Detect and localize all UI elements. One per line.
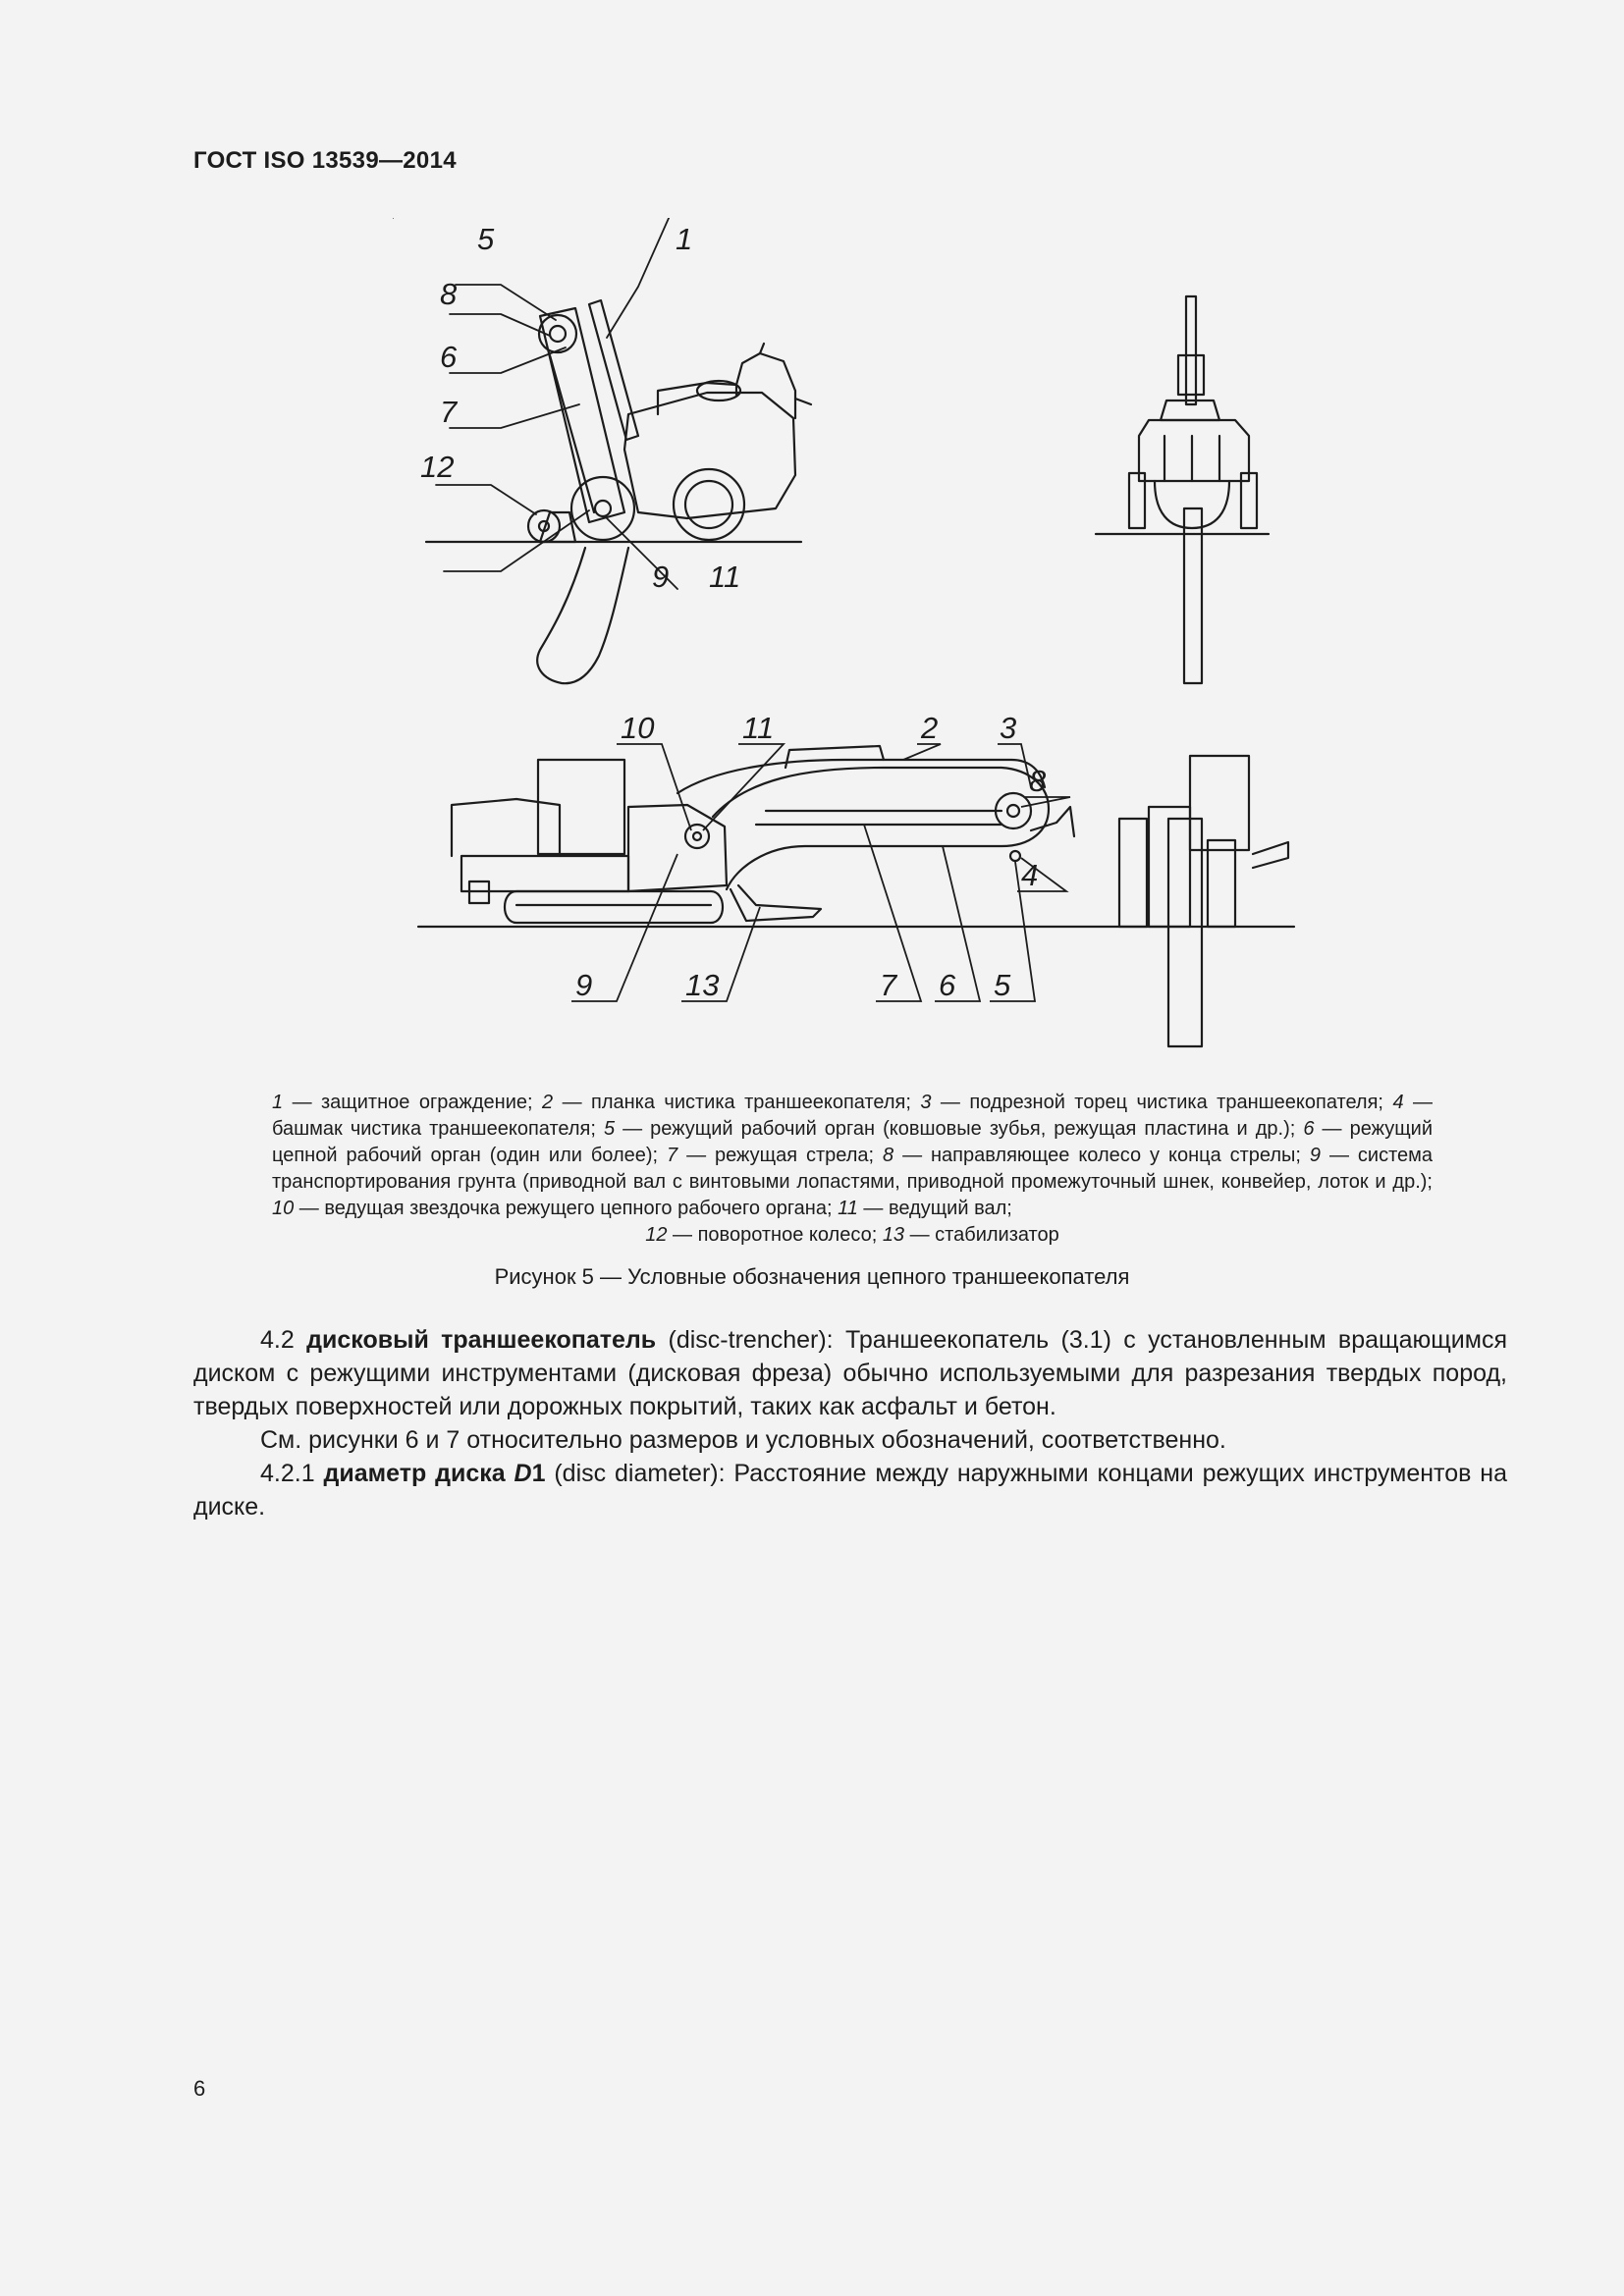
label-7-top: 7	[440, 395, 458, 429]
figure-legend	[272, 1090, 1433, 1249]
figure-5-chain-trencher	[393, 218, 1316, 1062]
label-11-bottom: 11	[742, 711, 775, 745]
label-5-bottom: 5	[994, 968, 1011, 1002]
paragraph-4-2-1: 4.2.1 диаметр диска D1 (disc diameter): Расстояние между наружными концами режущих инструментов на диске.	[193, 1460, 1507, 1521]
label-8-top: 8	[440, 277, 458, 311]
bottom-side-view	[418, 746, 1294, 1046]
legend-item-4: 4 — башмак чистика траншеекопателя;	[272, 1092, 1434, 1140]
label-3-bottom: 3	[1000, 711, 1017, 745]
bottom-leader-lines	[571, 744, 1070, 1001]
legend-item-3: 3 — подрезной торец чистика траншеекопателя;	[920, 1092, 1393, 1113]
label-5-top: 5	[477, 222, 495, 256]
document-header: ГОСТ ISO 13539—2014	[193, 147, 457, 174]
label-8-bottom: 8	[1029, 764, 1047, 798]
legend-item-10: 10 — ведущая звездочка режущего цепного рабочего органа;	[272, 1198, 839, 1219]
label-6-bottom: 6	[939, 968, 956, 1002]
top-side-view	[426, 300, 811, 683]
page-number: 6	[193, 2076, 206, 2101]
label-9-bottom: 9	[575, 968, 593, 1002]
paragraph-4-2: 4.2 дисковый траншеекопатель (disc-trencher): Траншеекопатель (3.1) с установленным вращающимся диском с режущими инструментами (дисковая фреза) обычно используемыми для разрезания твердых пород, твердых поверхностей или дорожных покрытий, таких как асфальт и бетон.	[193, 1326, 1507, 1420]
trencher-drawing	[393, 218, 1316, 1062]
legend-item-13: 13 — стабилизатор	[882, 1224, 1059, 1246]
legend-item-1: 1 — защитное ограждение;	[272, 1092, 542, 1113]
label-2-bottom: 2	[921, 711, 939, 745]
label-10-bottom: 10	[621, 711, 655, 745]
legend-item-5: 5 — режущий рабочий орган (ковшовые зубья, режущая пластина и др.);	[603, 1118, 1304, 1140]
legend-item-11: 11 — ведущий вал;	[838, 1198, 1012, 1219]
legend-item-12: 12 — поворотное колесо;	[645, 1224, 883, 1246]
label-11-top: 11	[709, 560, 741, 594]
legend-item-6: 6 — режущий цепной рабочий орган (один или более);	[272, 1118, 1434, 1166]
figure-caption: Рисунок 5 — Условные обозначения цепного траншеекопателя	[494, 1264, 1130, 1289]
legend-item-9: 9 — система транспортирования грунта (приводной вал с винтовыми лопастями, приводной промежуточный шнек, конвейер, лоток и др.);	[272, 1145, 1434, 1193]
paragraph-see-figures: См. рисунки 6 и 7 относительно размеров и условных обозначений, соответственно.	[260, 1426, 1226, 1454]
bottom-labels	[575, 711, 1047, 1002]
label-13-bottom: 13	[685, 968, 720, 1002]
label-4-bottom: 4	[1021, 858, 1039, 892]
top-labels	[420, 222, 740, 594]
leader-lines	[393, 218, 677, 589]
label-7-bottom: 7	[880, 968, 897, 1002]
legend-last-line	[272, 1222, 1433, 1249]
label-1-top: 1	[676, 222, 693, 256]
label-12-top: 12	[420, 450, 455, 484]
label-6-top: 6	[440, 340, 458, 374]
label-9-top: 9	[652, 560, 670, 594]
legend-item-8: 8 — направляющее колесо у конца стрелы;	[883, 1145, 1310, 1166]
legend-item-2: 2 — планка чистика траншеекопателя;	[542, 1092, 921, 1113]
top-front-view	[1096, 296, 1269, 683]
body-text	[193, 1323, 1507, 1523]
legend-item-7: 7 — режущая стрела;	[667, 1145, 884, 1166]
